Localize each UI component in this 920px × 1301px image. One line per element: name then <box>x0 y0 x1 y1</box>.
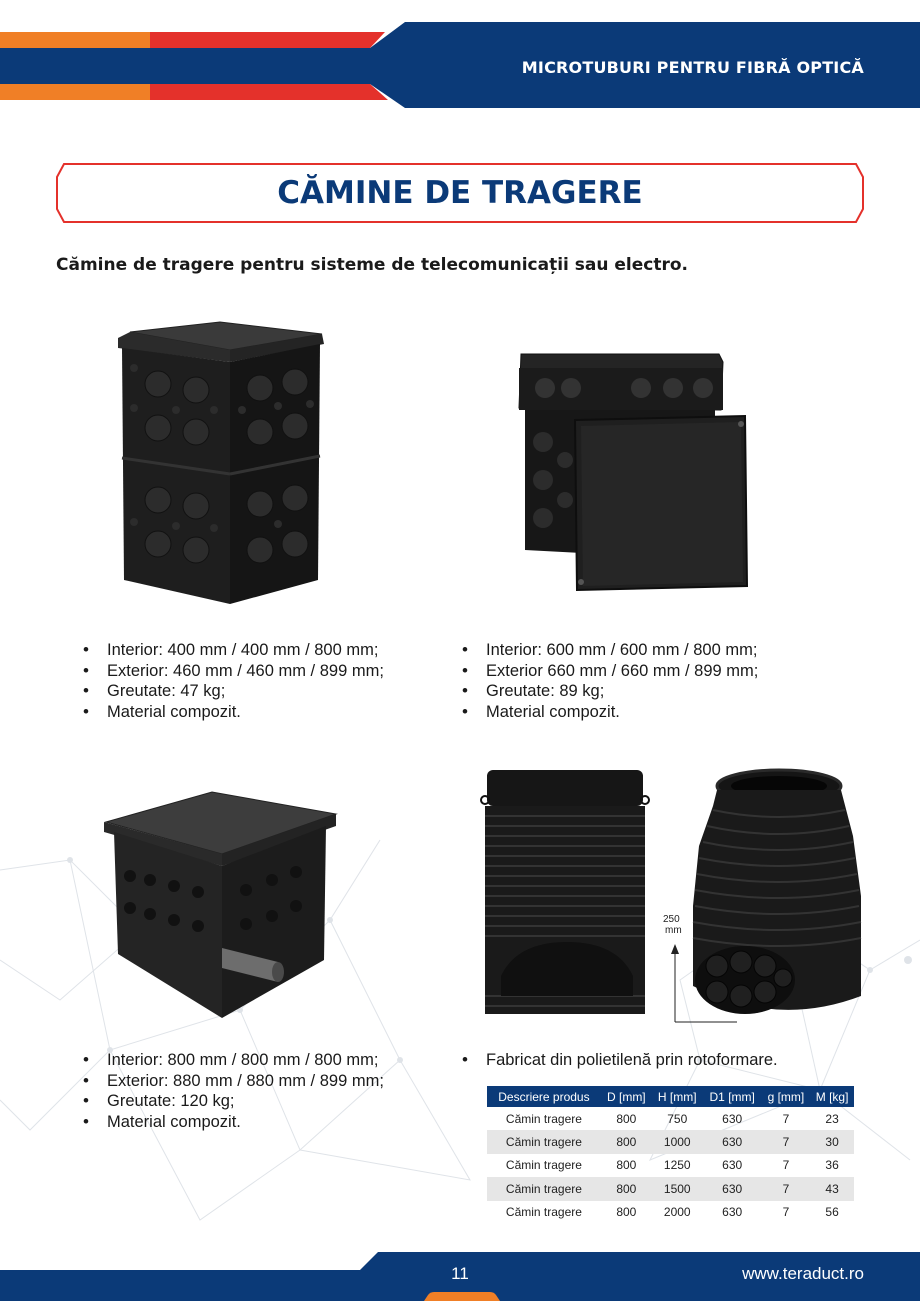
table-cell: 43 <box>810 1177 854 1200</box>
table-cell: 800 <box>616 1111 637 1126</box>
table-cell: 7 <box>762 1130 811 1153</box>
table-cell: 630 <box>703 1130 762 1153</box>
table-cell: 630 <box>722 1158 743 1173</box>
product-1-specs <box>80 640 384 722</box>
product-2-specs <box>459 640 758 722</box>
spec-item: • Greutate: 89 kg; <box>459 681 758 702</box>
spec-item: • Greutate: 120 kg; <box>80 1091 384 1112</box>
table-row <box>487 1201 854 1224</box>
table-cell: 800 <box>601 1130 652 1153</box>
table-cell: 800 <box>601 1177 652 1200</box>
spec-item: • Exterior 660 mm / 660 mm / 899 mm; <box>459 661 758 682</box>
table-cell: 2000 <box>663 1205 691 1220</box>
column-header: Descriere produs <box>487 1086 601 1107</box>
dimension-unit: mm <box>665 925 682 936</box>
spec-item: • Material compozit. <box>80 1112 384 1133</box>
column-header: M [kg] <box>810 1086 854 1107</box>
spec-item: • Interior: 400 mm / 400 mm / 800 mm; <box>80 640 384 661</box>
table-cell: Cămin tragere <box>487 1177 601 1200</box>
column-header: D [mm] <box>601 1086 652 1107</box>
table-row <box>487 1130 854 1153</box>
website-link[interactable]: www.teraduct.ro <box>742 1264 864 1283</box>
product-4-specs <box>459 1050 778 1071</box>
table-row <box>487 1177 854 1200</box>
dimension-value: 250 <box>663 914 680 925</box>
product-3-specs <box>80 1050 384 1132</box>
table-cell: Cămin tragere <box>505 1205 582 1220</box>
spec-item: • Interior: 600 mm / 600 mm / 800 mm; <box>459 640 758 661</box>
table-header-row <box>487 1086 854 1107</box>
table-cell: Cămin tragere <box>505 1111 582 1126</box>
table-cell: 630 <box>722 1111 743 1126</box>
product-image-polyethylene-chambers <box>477 766 862 1026</box>
table-cell: 1500 <box>652 1177 703 1200</box>
table-cell: 7 <box>782 1158 790 1173</box>
spec-item: • Interior: 800 mm / 800 mm / 800 mm; <box>80 1050 384 1071</box>
table-cell: 7 <box>782 1205 790 1220</box>
product-image-large-chamber <box>100 790 340 1018</box>
table-cell: 750 <box>667 1111 688 1126</box>
table-cell: 800 <box>616 1205 637 1220</box>
header-title: MICROTUBURI PENTRU FIBRĂ OPTICĂ <box>521 58 864 77</box>
table-cell: 1250 <box>663 1158 691 1173</box>
table-cell: 7 <box>762 1177 811 1200</box>
product-image-chamber-with-lid <box>515 350 750 592</box>
table-cell: 56 <box>825 1205 839 1220</box>
table-row <box>487 1154 854 1177</box>
spec-item: • Exterior: 880 mm / 880 mm / 899 mm; <box>80 1071 384 1092</box>
table-cell: 630 <box>722 1205 743 1220</box>
spec-item: • Material compozit. <box>80 702 384 723</box>
spec-item: • Greutate: 47 kg; <box>80 681 384 702</box>
table-cell: 36 <box>825 1158 839 1173</box>
spec-item: • Exterior: 460 mm / 460 mm / 899 mm; <box>80 661 384 682</box>
table-cell: 1000 <box>652 1130 703 1153</box>
page-subtitle: Cămine de tragere pentru sisteme de telecomunicații sau electro. <box>56 255 688 275</box>
table-cell: 800 <box>616 1158 637 1173</box>
table-cell: 630 <box>703 1177 762 1200</box>
table-cell: Cămin tragere <box>487 1130 601 1153</box>
spec-item: • Material compozit. <box>459 702 758 723</box>
page-title: CĂMINE DE TRAGERE <box>277 175 643 211</box>
column-header: H [mm] <box>652 1086 703 1107</box>
product-image-stacked-chamber <box>110 318 330 610</box>
table-cell: 7 <box>782 1111 790 1126</box>
title-box <box>56 163 864 223</box>
header-band <box>0 0 920 110</box>
table-row <box>487 1107 854 1130</box>
column-header: g [mm] <box>762 1086 811 1107</box>
table-cell: 23 <box>825 1111 839 1126</box>
product-table <box>487 1086 854 1224</box>
table-cell: 30 <box>810 1130 854 1153</box>
column-header: D1 [mm] <box>703 1086 762 1107</box>
spec-item: • Fabricat din polietilenă prin rotoformare. <box>459 1050 778 1071</box>
page-number: 11 <box>451 1264 469 1283</box>
table-cell: Cămin tragere <box>505 1158 582 1173</box>
